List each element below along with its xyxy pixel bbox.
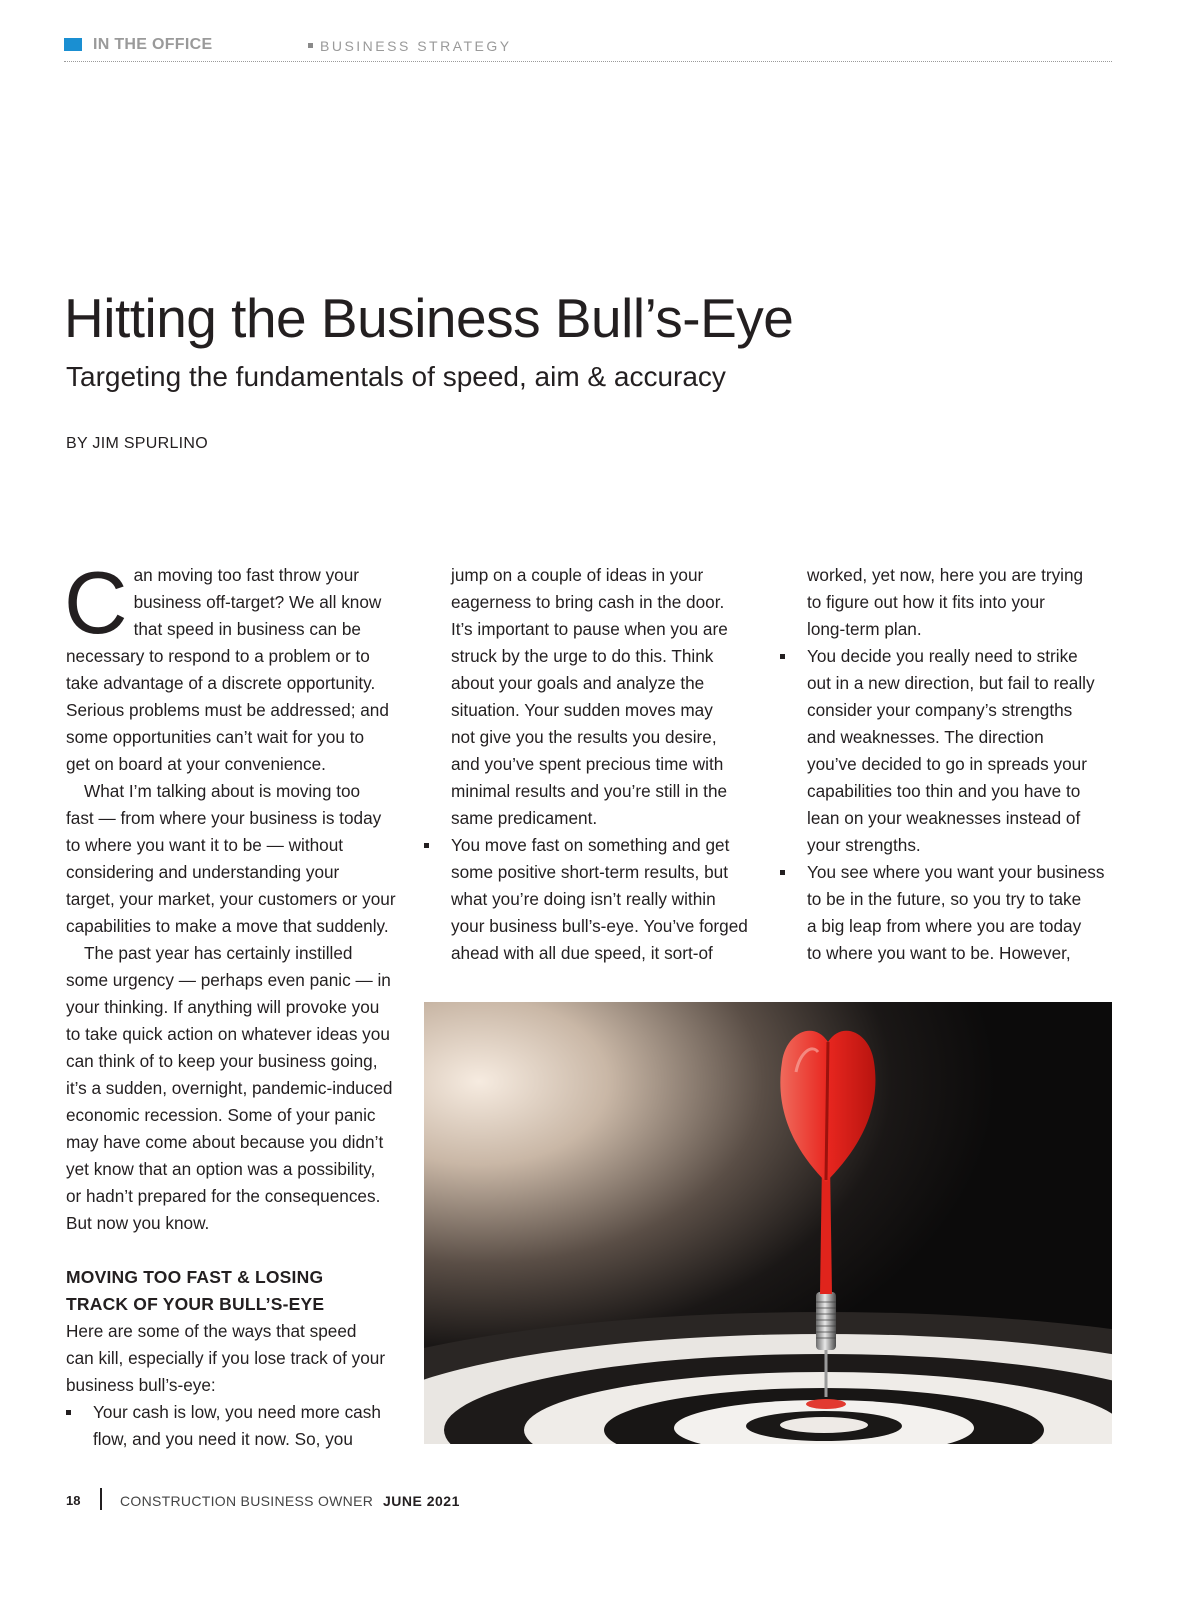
text-line: considering and understanding your xyxy=(66,862,340,882)
text-line: jump on a couple of ideas in your xyxy=(451,565,704,585)
text-line: it’s a sudden, overnight, pandemic-induced xyxy=(66,1078,393,1098)
issue-date: JUNE 2021 xyxy=(383,1493,460,1509)
page-number: 18 xyxy=(66,1493,81,1508)
text-line: flow, and you need it now. So, you xyxy=(93,1429,353,1449)
text-line: minimal results and you’re still in the xyxy=(451,781,728,801)
text-line: a big leap from where you are today xyxy=(807,916,1082,936)
text-line: you’ve decided to go in spreads your xyxy=(807,754,1087,774)
text-line: an moving too fast throw your xyxy=(133,565,360,585)
text-line: target, your market, your customers or your xyxy=(66,889,396,909)
text-line: to take quick action on whatever ideas you xyxy=(66,1024,390,1044)
text-line: lean on your weaknesses instead of xyxy=(807,808,1081,828)
section-header xyxy=(64,36,1112,62)
text-line: your business bull’s-eye. You’ve forged xyxy=(451,916,748,936)
text-line: may have come about because you didn’t xyxy=(66,1132,384,1152)
text-line: worked, yet now, here you are trying xyxy=(807,565,1084,585)
subsection-label: BUSINESS STRATEGY xyxy=(320,38,512,54)
bullet-icon xyxy=(780,870,785,875)
dartboard xyxy=(424,1312,1112,1444)
text-line: to where you want it to be — without xyxy=(66,835,344,855)
heading-line: TRACK OF YOUR BULL’S-EYE xyxy=(66,1294,325,1314)
text-line: long-term plan. xyxy=(807,619,922,639)
text-line: some opportunities can’t wait for you to xyxy=(66,727,365,747)
text-line: and weaknesses. The direction xyxy=(807,727,1044,747)
byline: BY JIM SPURLINO xyxy=(66,435,209,452)
article-title: Hitting the Business Bull’s-Eye xyxy=(64,287,794,349)
dropcap-paragraph xyxy=(64,553,406,778)
page-footer xyxy=(66,1488,666,1512)
text-line: ahead with all due speed, it sort-of xyxy=(451,943,713,963)
bullet-item xyxy=(780,643,1120,859)
article-column-1 xyxy=(64,553,406,1453)
article-column-3 xyxy=(780,562,1120,967)
text-line: It’s important to pause when you are xyxy=(451,619,728,639)
text-line: can think of to keep your business going, xyxy=(66,1051,378,1071)
section-label: IN THE OFFICE xyxy=(93,36,213,53)
bullet-icon xyxy=(424,843,429,848)
bullet-continuation xyxy=(780,562,1120,643)
text-line: economic recession. Some of your panic xyxy=(66,1105,376,1125)
text-line: your thinking. If anything will provoke you xyxy=(66,997,380,1017)
text-line: fast — from where your business is today xyxy=(66,808,382,828)
footer-divider xyxy=(100,1488,102,1510)
text-line: Your cash is low, you need more cash xyxy=(93,1402,381,1422)
article-column-2 xyxy=(424,562,764,967)
text-line: Here are some of the ways that speed xyxy=(66,1321,357,1341)
section-heading xyxy=(66,1264,406,1318)
heading-line: MOVING TOO FAST & LOSING xyxy=(66,1267,324,1287)
text-line: You decide you really need to strike xyxy=(807,646,1078,666)
section-marker-icon xyxy=(64,38,82,51)
text-line: What I’m talking about is moving too xyxy=(84,781,361,801)
text-line: what you’re doing isn’t really within xyxy=(451,889,716,909)
text-line: that speed in business can be xyxy=(133,619,361,639)
bullet-icon xyxy=(780,654,785,659)
text-line: your strengths. xyxy=(807,835,921,855)
text-line: some positive short-term results, but xyxy=(451,862,729,882)
text-line: But now you know. xyxy=(66,1213,210,1233)
bullet-item xyxy=(424,832,764,967)
text-line: to figure out how it fits into your xyxy=(807,592,1045,612)
bullet-icon xyxy=(66,1410,71,1415)
text-line: not give you the results you desire, xyxy=(451,727,717,747)
text-line: to be in the future, so you try to take xyxy=(807,889,1082,909)
text-line: get on board at your convenience. xyxy=(66,754,326,774)
text-line: yet know that an option was a possibility, xyxy=(66,1159,376,1179)
magazine-name: CONSTRUCTION BUSINESS OWNER xyxy=(120,1493,374,1509)
bullet-item xyxy=(780,859,1120,967)
text-line: You move fast on something and get xyxy=(451,835,730,855)
text-line: consider your company’s strengths xyxy=(807,700,1073,720)
paragraph xyxy=(66,1318,406,1399)
text-line: situation. Your sudden moves may xyxy=(451,700,713,720)
drop-cap: C xyxy=(64,553,128,652)
text-line: You see where you want your business xyxy=(807,862,1105,882)
text-line: business bull’s-eye: xyxy=(66,1375,216,1395)
dart-photo xyxy=(424,1002,1112,1444)
text-line: out in a new direction, but fail to really xyxy=(807,673,1095,693)
text-line: take advantage of a discrete opportunity. xyxy=(66,673,376,693)
text-line: or hadn’t prepared for the consequences. xyxy=(66,1186,381,1206)
article-subtitle: Targeting the fundamentals of speed, aim & accuracy xyxy=(66,361,726,392)
paragraph xyxy=(66,778,406,940)
text-line: eagerness to bring cash in the door. xyxy=(451,592,725,612)
paragraph xyxy=(66,940,406,1237)
text-line: Serious problems must be addressed; and xyxy=(66,700,389,720)
text-line: necessary to respond to a problem or to xyxy=(66,646,370,666)
text-line: The past year has certainly instilled xyxy=(84,943,353,963)
text-line: struck by the urge to do this. Think xyxy=(451,646,714,666)
bullet-continuation xyxy=(424,562,764,832)
text-line: business off-target? We all know xyxy=(133,592,382,612)
text-line: capabilities too thin and you have to xyxy=(807,781,1081,801)
separator-dot xyxy=(308,43,313,48)
bullet-item xyxy=(66,1399,406,1453)
text-line: and you’ve spent precious time with xyxy=(451,754,724,774)
text-line: to where you want to be. However, xyxy=(807,943,1071,963)
text-line: capabilities to make a move that suddenly. xyxy=(66,916,389,936)
text-line: can kill, especially if you lose track of your xyxy=(66,1348,386,1368)
text-line: some urgency — perhaps even panic — in xyxy=(66,970,391,990)
text-line: about your goals and analyze the xyxy=(451,673,705,693)
text-line: same predicament. xyxy=(451,808,598,828)
dart-in-bullseye-image xyxy=(424,1002,1112,1444)
